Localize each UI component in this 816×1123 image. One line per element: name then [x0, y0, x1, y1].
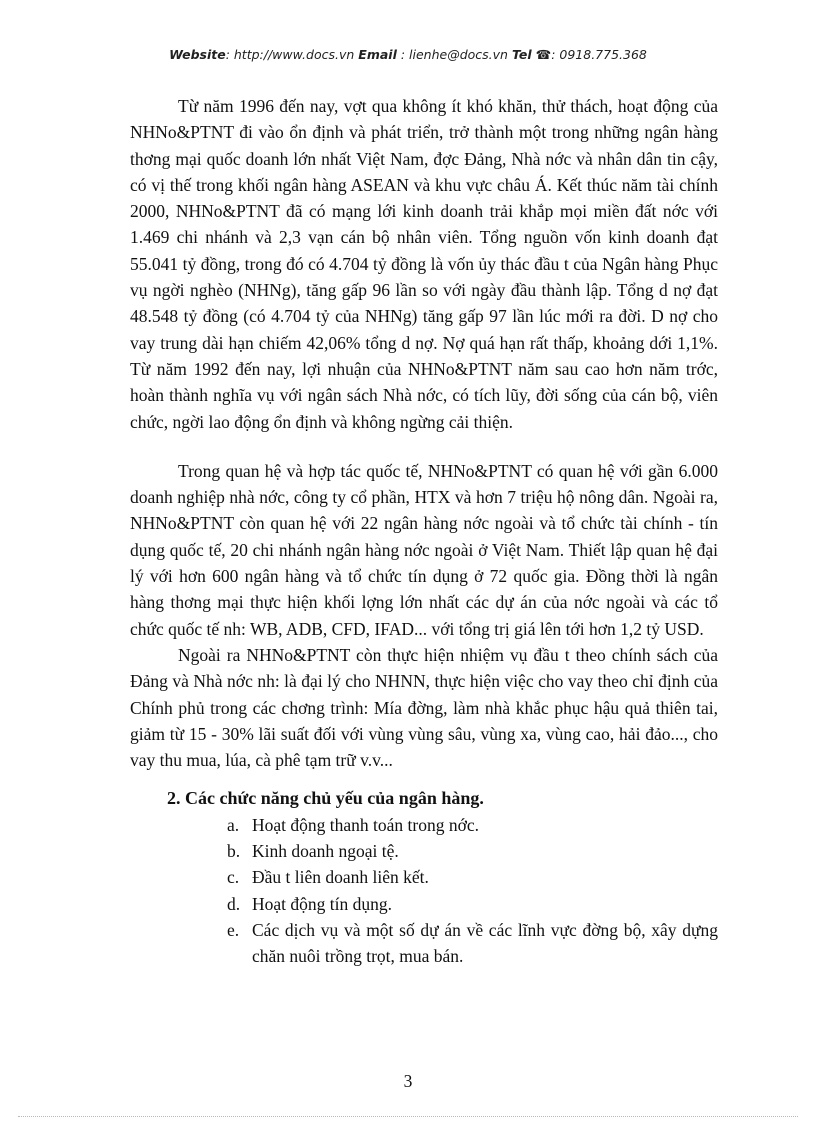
document-body	[130, 93, 718, 970]
list-item-text: Các dịch vụ và một số dự án về các lĩnh vực đờng bộ, xây dựng chăn nuôi trồng trọt, mua bán.	[252, 919, 718, 967]
list-marker: b.	[227, 841, 241, 862]
list-marker: a.	[227, 814, 240, 835]
list-item-text: Hoạt động tín dụng.	[252, 893, 392, 914]
list-item-text: Kinh doanh ngoại tệ.	[252, 841, 399, 862]
tel-label: Tel	[511, 47, 532, 62]
function-list	[130, 812, 718, 970]
section-title: 2. Các chức năng chủ yếu của ngân hàng.	[167, 788, 484, 809]
page-number: 3	[403, 1071, 413, 1091]
list-marker: c.	[227, 867, 240, 888]
list-item-text: Hoạt động thanh toán trong nớc.	[252, 814, 479, 835]
website-label: Website	[169, 47, 226, 62]
phone-icon: ☎	[535, 47, 552, 62]
list-item	[227, 891, 718, 917]
paragraph-international: Trong quan hệ và hợp tác quốc tế, NHNo&PTNT có quan hệ với gần 6.000 doanh nghiệp nhà nớc, công ty cổ phần, HTX và hơn 7 triệu hộ nông dân. Ngoài ra, NHNo&PTNT còn quan hệ với 22 ngân hàng nớc ngoài và tổ chức tài chính - tín dụng quốc tế, 20 chi nhánh ngân hàng nớc ngoài ở Việt Nam. Thiết lập quan hệ đại lý với hơn 600 ngân hàng và tổ chức tín dụng ở 72 quốc gia. Đồng thời là ngân hàng thơng mại thực hiện khối lợng lớn nhất các dự án của nớc ngoài và các tổ chức quốc tế nh: WB, ADB, CFD, IFAD... với tổng trị giá lên tới hơn 1,2 tỷ USD.	[130, 460, 718, 639]
list-item	[227, 838, 718, 864]
list-marker: d.	[227, 893, 241, 914]
tel-value: : 0918.775.368	[551, 47, 647, 62]
spacer	[130, 773, 718, 785]
page-header	[0, 47, 816, 62]
paragraph-history: Từ năm 1996 đến nay, vợt qua không ít khó khăn, thử thách, hoạt động của NHNo&PTNT đi vào ổn định và phát triển, trở thành một trong những ngân hàng thơng mại quốc doanh lớn nhất Việt Nam, đợc Đảng, Nhà nớc và nhân dân tin cậy, có vị thế trong khối ngân hàng ASEAN và khu vực châu Á. Kết thúc năm tài chính 2000, NHNo&PTNT đã có mạng lới kinh doanh trải khắp mọi miền đất nớc với 1.469 chi nhánh và 2,3 vạn cán bộ nhân viên. Tổng nguồn vốn kinh doanh đạt 55.041 tỷ đồng, trong đó có 4.704 tỷ đồng là vốn ủy thác đầu t của Ngân hàng Phục vụ ngời nghèo (NHNg), tăng gấp 96 lần so với ngày đầu thành lập. Tổng d nợ đạt 48.548 tỷ đồng (có 4.704 tỷ của NHNg) tăng gấp 97 lần lúc mới ra đời. D nợ cho vay trung dài hạn chiếm 42,06% tổng d nợ. Nợ quá hạn rất thấp, khoảng dới 1,1%. Từ năm 1992 đến nay, lợi nhuận của NHNo&PTNT năm sau cao hơn năm trớc, hoàn thành nghĩa vụ với ngân sách Nhà nớc, có tích lũy, đời sống của cán bộ, viên chức, ngời lao động ổn định và không ngừng cải thiện.	[130, 96, 718, 432]
paragraph-policy: Ngoài ra NHNo&PTNT còn thực hiện nhiệm vụ đầu t theo chính sách của Đảng và Nhà nớc nh: là đại lý cho NHNN, thực hiện việc cho vay theo chỉ định của Chính phủ trong các chơng trình: Mía đờng, làm nhà khắc phục hậu quả thiên tai, giảm từ 15 - 30% lãi suất đối với vùng vùng sâu, vùng xa, vùng cao, hải đảo..., cho vay thu mua, lúa, cà phê tạm trữ v.v...	[130, 644, 718, 771]
spacer	[130, 435, 718, 458]
list-item-text: Đầu t liên doanh liên kết.	[252, 867, 429, 888]
website-value: : http://www.docs.vn	[225, 47, 355, 62]
list-marker: e.	[227, 919, 240, 940]
email-label: Email	[358, 47, 397, 62]
list-item	[227, 864, 718, 890]
page-bottom-border	[18, 1116, 798, 1117]
list-item	[227, 812, 718, 838]
email-value: : lienhe@docs.vn	[400, 47, 508, 62]
list-item	[227, 917, 718, 970]
